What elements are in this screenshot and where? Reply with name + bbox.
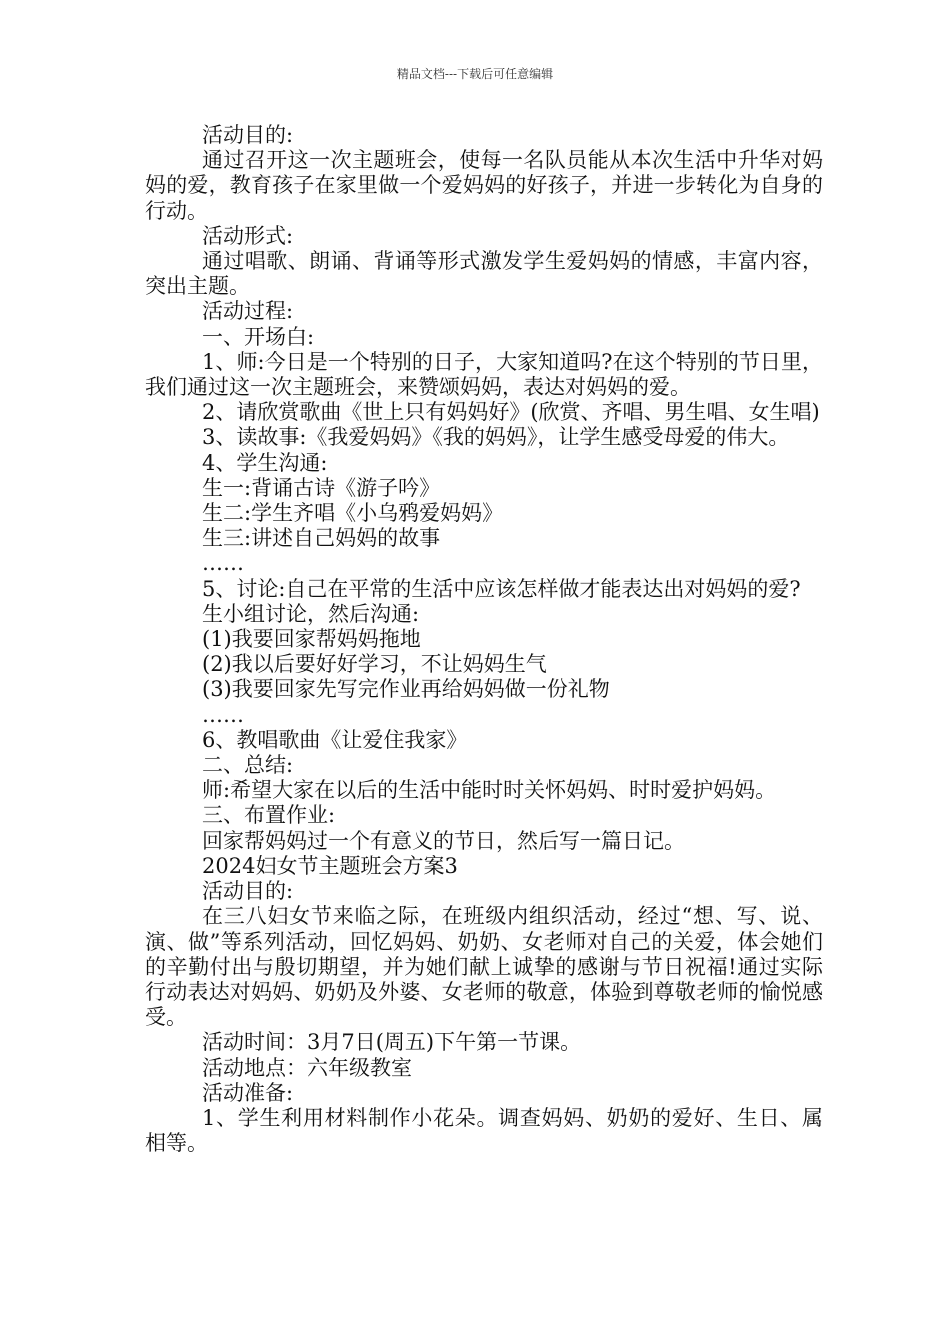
- paragraph: 一、开场白:: [202, 324, 315, 349]
- paragraph: 生三:讲述自己妈妈的故事: [202, 526, 441, 551]
- paragraph: 1、师:今日是一个特别的日子，大家知道吗?在这个特别的节日里，我们通过这一次主题班会，来赞颂妈妈，表达对妈妈的爱。: [145, 349, 823, 400]
- paragraph: (3)我要回家先写完作业再给妈妈做一份礼物: [202, 677, 610, 702]
- paragraph: 活动目的:: [202, 879, 294, 904]
- document-body: [145, 123, 823, 1156]
- paragraph: 4、学生沟通:: [202, 450, 328, 475]
- paragraph: 活动准备:: [202, 1080, 294, 1105]
- paragraph: ……: [202, 702, 244, 727]
- paragraph: 1、学生利用材料制作小花朵。调查妈妈、奶奶的爱好、生日、属相等。: [145, 1105, 823, 1156]
- paragraph: (2)我以后要好好学习，不让妈妈生气: [202, 652, 547, 677]
- paragraph: 5、讨论:自己在平常的生活中应该怎样做才能表达出对妈妈的爱?: [202, 576, 801, 601]
- paragraph: 生小组讨论，然后沟通:: [202, 601, 420, 626]
- paragraph: 三、布置作业:: [202, 803, 336, 828]
- paragraph: 在三八妇女节来临之际，在班级内组织活动，经过“想、写、说、演、做”等系列活动，回忆妈妈、奶奶、女老师对自己的关爱，体会她们的辛勤付出与殷切期望，并为她们献上诚挚的感谢与节日祝福!通过实际行动表达对妈妈、奶奶及外婆、女老师的敬意，体验到尊敬老师的愉悦感受。: [145, 904, 823, 1030]
- page-header: 精品文档---下载后可任意编辑: [396, 67, 554, 81]
- paragraph: 二、总结:: [202, 753, 294, 778]
- paragraph: 活动时间：3月7日(周五)下午第一节课。: [202, 1030, 582, 1055]
- paragraph: 生二:学生齐唱《小乌鸦爱妈妈》: [202, 501, 504, 526]
- paragraph: ……: [202, 551, 244, 576]
- paragraph: 师:希望大家在以后的生活中能时时关怀妈妈、时时爱护妈妈。: [202, 778, 777, 803]
- paragraph: 通过唱歌、朗诵、背诵等形式激发学生爱妈妈的情感，丰富内容，突出主题。: [145, 249, 823, 299]
- paragraph: 活动形式:: [202, 223, 294, 248]
- paragraph: 2、请欣赏歌曲《世上只有妈妈好》(欣赏、齐唱、男生唱、女生唱): [202, 400, 820, 425]
- section-title: 2024妇女节主题班会方案3: [202, 853, 458, 878]
- paragraph: 活动过程:: [202, 299, 294, 324]
- paragraph: 活动地点：六年级教室: [202, 1055, 412, 1080]
- paragraph: 3、读故事:《我爱妈妈》《我的妈妈》，让学生感受母爱的伟大。: [202, 425, 790, 450]
- paragraph: 回家帮妈妈过一个有意义的节日，然后写一篇日记。: [202, 828, 685, 853]
- paragraph: 通过召开这一次主题班会，使每一名队员能从本次生活中升华对妈妈的爱，教育孩子在家里做一个爱妈妈的好孩子，并进一步转化为自身的行动。: [145, 148, 823, 223]
- paragraph: (1)我要回家帮妈妈拖地: [202, 627, 421, 652]
- paragraph: 6、教唱歌曲《让爱住我家》: [202, 727, 468, 752]
- paragraph: 生一:背诵古诗《游子吟》: [202, 475, 441, 500]
- paragraph: 活动目的:: [202, 123, 294, 147]
